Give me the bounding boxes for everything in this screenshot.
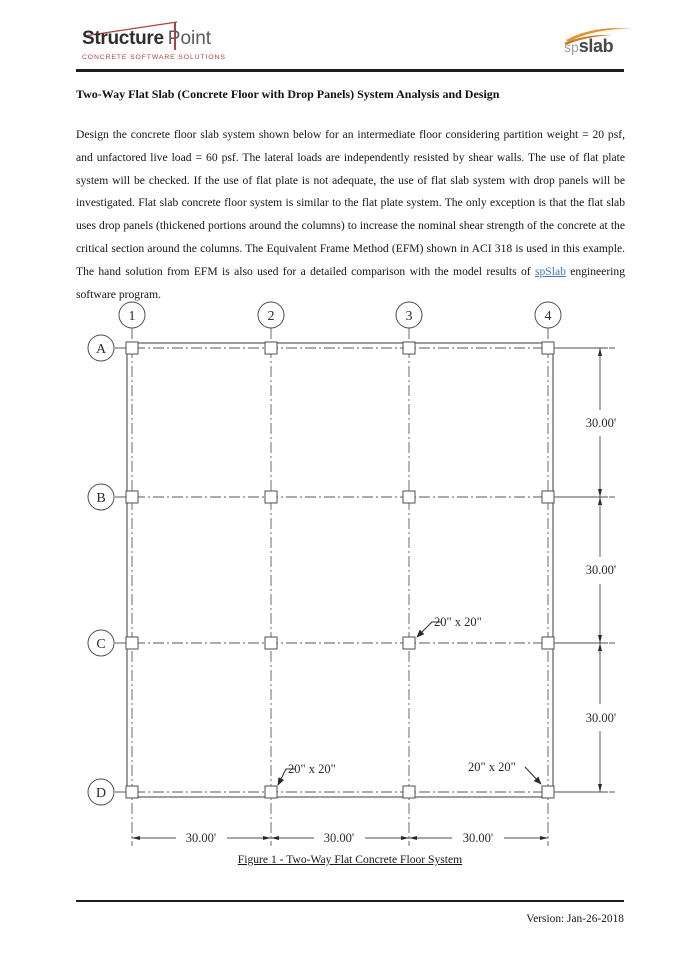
grid-bubbles-top [119,302,561,328]
spslab-wordmark [564,36,613,57]
right-dimension-labels [586,416,616,725]
footer-rule [76,900,624,902]
brand-name-secondary: Point [167,28,212,49]
spslab-link[interactable]: spSlab [535,264,566,278]
column-squares [126,342,554,798]
grid-bubble-label: B [96,491,106,506]
dimension-label: 30.00' [185,831,217,845]
grid-bubble-label: 3 [405,309,413,324]
spslab-prefix: sp [564,39,579,55]
grid-bubble-label: 1 [128,309,136,324]
dimension-label: 30.00' [585,563,617,577]
intro-paragraph [76,124,625,306]
structurepoint-logo [82,20,302,64]
header-rule [76,69,624,72]
slab-edge-outline [127,343,553,797]
column-size-label: 20" x 20" [434,615,482,629]
dimension-label: 30.00' [323,831,355,845]
column-size-labels [288,615,516,776]
spslab-name: slab [578,36,614,56]
grid-bubble-label: C [96,637,106,652]
grid-bubble-label: 4 [544,309,552,324]
column-size-label: 20" x 20" [468,760,516,774]
floor-plan-drawing [75,298,625,850]
page-title: Two-Way Flat Slab (Concrete Floor with Drop Panels) System Analysis and Design [76,87,500,101]
dimension-label: 30.00' [462,831,494,845]
spslab-logo [560,24,640,60]
column-size-label: 20" x 20" [288,762,336,776]
brand-name [82,28,302,50]
dimension-label: 30.00' [585,711,617,725]
figure-caption [75,853,625,866]
grid-bubble-label: 2 [267,309,275,324]
grid-bubble-label: D [95,786,107,801]
figure-floor-plan [75,298,625,850]
brand-name-primary: Structure [82,28,164,49]
version-label: Version: Jan-26-2018 [526,913,624,925]
brand-tagline: CONCRETE SOFTWARE SOLUTIONS [82,54,226,61]
grid-bubbles-left [88,335,114,805]
dimension-label: 30.00' [585,416,617,430]
grid-centerlines [115,328,615,846]
paragraph-text-after: engineering software program. [76,264,625,301]
figure-caption-text: Figure 1 - Two-Way Flat Concrete Floor System [237,853,463,866]
grid-bubble-label: A [95,342,107,357]
paragraph-text-before: Design the concrete floor slab system shown below for an intermediate floor considering partition weight = 20 psf, and unfactored live load = 60 psf. The lateral loads are independently resisted by shear walls. The use of flat plate system will be checked. If the use of flat plate is not adequate, the use of flat slab system with drop panels will be investigated. Flat slab concrete floor system is similar to the flat plate system. The only exception is that the flat slab uses drop panels (thickened portions around the columns) to increase the nominal shear strength of the concrete at the critical section around the columns. The Equivalent Frame Method (EFM) shown in ACI 318 is used in this example. The hand solution from EFM is also used for a detailed comparison with the model results of [76,128,625,278]
